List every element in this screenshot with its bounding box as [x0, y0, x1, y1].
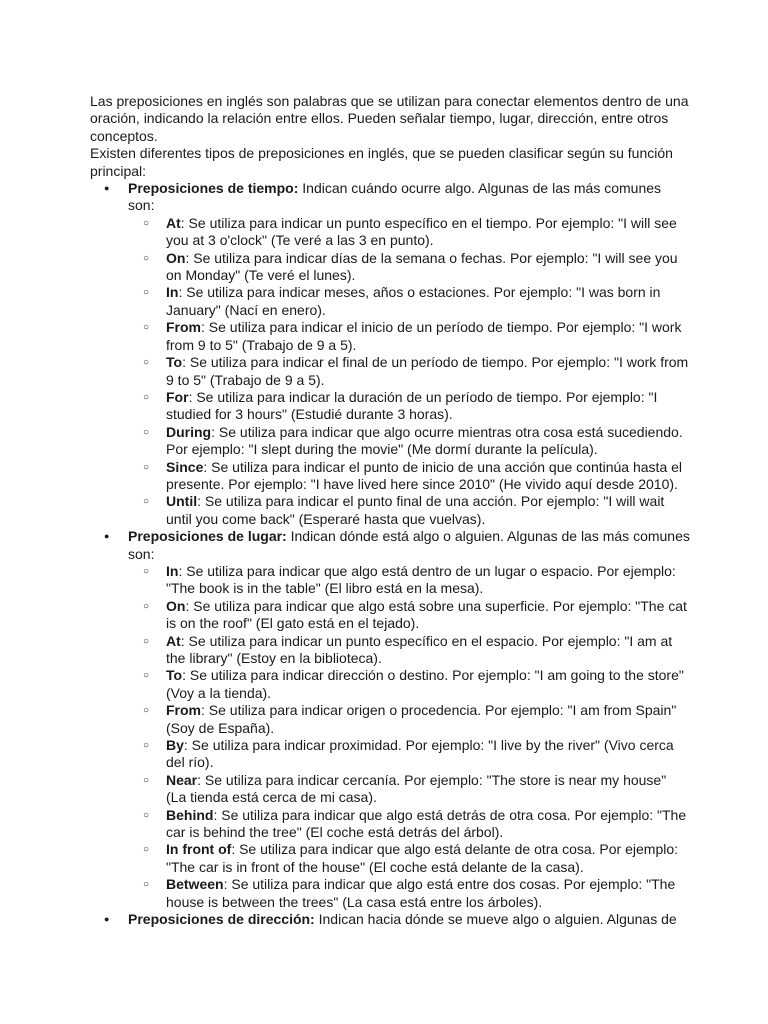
preposition-explanation: : Se utiliza para indicar que algo está detrás de otra cosa. Por ejemplo: "The car is behind the tree" (El coche está detrás del árbol). [166, 806, 687, 841]
preposition-explanation: : Se utiliza para indicar que algo está sobre una superficie. Por ejemplo: "The cat is on the roof" (El gato está en el tejado). [166, 597, 687, 632]
list-item [166, 702, 690, 737]
list-item [166, 807, 690, 842]
category-title: Preposiciones de dirección: [128, 911, 315, 928]
place-prepositions-list [128, 563, 690, 911]
category-direction [128, 911, 690, 928]
list-item [166, 424, 690, 459]
category-place [128, 528, 690, 911]
preposition-explanation: : Se utiliza para indicar dirección o destino. Por ejemplo: "I am going to the store" (Voy a la tienda). [166, 667, 684, 701]
preposition-explanation: : Se utiliza para indicar origen o procedencia. Por ejemplo: "I am from Spain" (Soy de España). [166, 702, 677, 736]
intro-paragraph-types: Existen diferentes tipos de preposiciones en inglés, que se pueden clasificar según su función principal: [90, 145, 673, 179]
list-item [166, 319, 690, 354]
preposition-term: On [166, 249, 186, 266]
preposition-term: From [166, 319, 201, 336]
list-item [166, 459, 690, 494]
preposition-term: In front of [166, 841, 232, 858]
list-item [166, 598, 690, 633]
preposition-term: Behind [166, 806, 214, 823]
list-item [166, 215, 690, 250]
category-title: Preposiciones de lugar: [128, 528, 287, 545]
list-item [166, 841, 690, 876]
list-item [166, 633, 690, 668]
preposition-term: At [166, 214, 181, 231]
list-item [166, 389, 690, 424]
preposition-explanation: : Se utiliza para indicar el inicio de un período de tiempo. Por ejemplo: "I work from 9 to 5" (Trabajo de 9 a 5). [166, 319, 682, 353]
preposition-term: In [166, 284, 179, 301]
list-item [166, 354, 690, 389]
preposition-explanation: : Se utiliza para indicar la duración de un período de tiempo. Por ejemplo: "I studied for 3 hours" (Estudié durante 3 horas). [166, 388, 658, 423]
list-item [166, 284, 690, 319]
intro-paragraph: Las preposiciones en inglés son palabras que se utilizan para conectar elementos dentro de una oración, indicando la relación entre ellos. Pueden señalar tiempo, lugar, dirección, entre otros conceptos. [90, 93, 689, 144]
preposition-explanation: : Se utiliza para indicar proximidad. Por ejemplo: "I live by the river" (Vivo cerca del río). [166, 737, 674, 771]
category-description: Indican dónde está algo o alguien. Algunas de las más comunes son: [128, 528, 690, 562]
preposition-term: To [166, 667, 183, 684]
preposition-term: On [166, 597, 186, 614]
preposition-term: From [166, 702, 201, 719]
preposition-term: Near [166, 771, 198, 788]
preposition-term: To [166, 354, 183, 371]
category-description: Indican hacia dónde se mueve algo o alguien. Algunas de [314, 911, 677, 928]
preposition-explanation: : Se utiliza para indicar días de la semana o fechas. Por ejemplo: "I will see you on Monday" (Te veré el lunes). [166, 249, 678, 284]
preposition-explanation: : Se utiliza para indicar el punto final de una acción. Por ejemplo: "I will wait until you come back" (Esperaré hasta que vuelvas). [166, 493, 665, 527]
list-item [166, 250, 690, 285]
preposition-term: In [166, 562, 179, 579]
preposition-explanation: : Se utiliza para indicar el punto de inicio de una acción que continúa hasta el presente. Por ejemplo: "I have lived here since 2010" (He vivido aquí desde 2010). [166, 458, 683, 492]
preposition-term: Until [166, 493, 198, 510]
list-item [166, 772, 690, 807]
list-item [166, 667, 690, 702]
preposition-explanation: : Se utiliza para indicar un punto específico en el tiempo. Por ejemplo: "I will see you at 3 o'clock" (Te veré a las 3 en punto). [166, 214, 677, 249]
list-item [166, 493, 690, 528]
list-item [166, 563, 690, 598]
preposition-categories-list [90, 180, 690, 928]
preposition-term: At [166, 632, 181, 649]
preposition-explanation: : Se utiliza para indicar que algo está dentro de un lugar o espacio. Por ejemplo: "The book is in the table" (El libro está en la mesa). [166, 562, 676, 597]
preposition-explanation: : Se utiliza para indicar cercanía. Por ejemplo: "The store is near my house" (La tienda está cerca de mi casa). [166, 771, 667, 806]
preposition-explanation: : Se utiliza para indicar meses, años o estaciones. Por ejemplo: "I was born in January" (Nací en enero). [166, 284, 661, 318]
preposition-term: Since [166, 458, 204, 475]
list-item [166, 737, 690, 772]
preposition-explanation: : Se utiliza para indicar que algo ocurre mientras otra cosa está sucediendo. Por ejemplo: "I slept during the movie" (Me dormí durante la película). [166, 423, 683, 458]
time-prepositions-list [128, 215, 690, 528]
category-description: Indican cuándo ocurre algo. Algunas de las más comunes son: [128, 180, 662, 214]
preposition-explanation: : Se utiliza para indicar que algo está entre dos cosas. Por ejemplo: "The house is between the trees" (La casa está entre los árboles). [166, 876, 676, 910]
preposition-explanation: : Se utiliza para indicar que algo está delante de otra cosa. Por ejemplo: "The car is in front of the house" (El coche está delante de la casa). [166, 841, 679, 875]
preposition-term: Between [166, 876, 224, 893]
document-page [90, 93, 690, 929]
category-title: Preposiciones de tiempo: [128, 180, 299, 197]
list-item [166, 876, 690, 911]
preposition-term: By [166, 737, 184, 754]
category-time [128, 180, 690, 528]
preposition-explanation: : Se utiliza para indicar el final de un período de tiempo. Por ejemplo: "I work from 9 to 5" (Trabajo de 9 a 5). [166, 354, 689, 388]
preposition-explanation: : Se utiliza para indicar un punto específico en el espacio. Por ejemplo: "I am at the library" (Estoy en la biblioteca). [166, 632, 673, 666]
preposition-term: During [166, 423, 212, 440]
preposition-term: For [166, 388, 189, 405]
